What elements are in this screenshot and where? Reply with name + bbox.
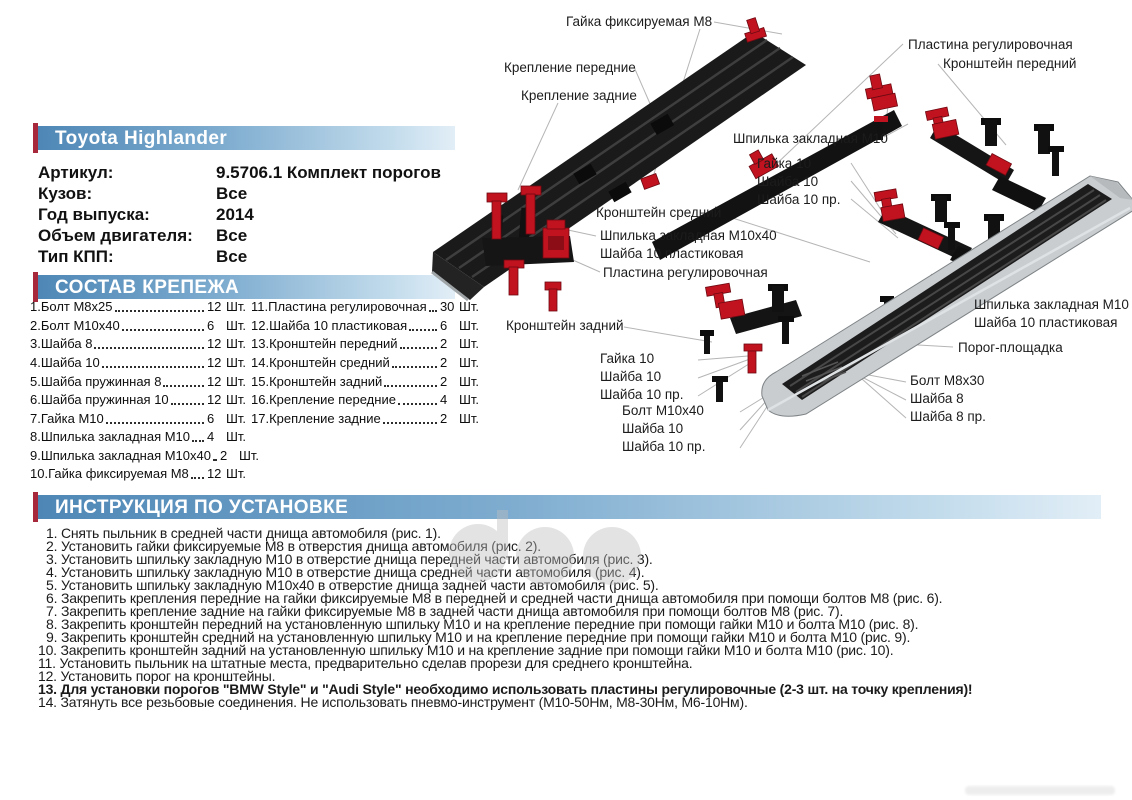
info-label: Артикул: [38,163,114,182]
info-value: Все [216,184,248,203]
part-unit: Шт. [225,429,246,445]
diagram-label-shpilka-zakladnaya-m10x40: Шпилька закладная М10х40 [600,228,777,243]
diagram-label-shpilka-zakladnaya-m10-right: Шпилька закладная М10 [974,297,1129,312]
info-value: Все [216,226,248,245]
instruction-step: 2. Установить гайки фиксируемые М8 в отверстия днища автомобиля (рис. 2). [46,538,541,554]
part-qty: 30 [439,299,455,315]
diagram-label-kreplenie-zadnie: Крепление задние [521,88,637,103]
instruction-step: 11. Установить пыльник на штатные места, предварительно сделав прорези для среднего кронштейна. [38,655,693,671]
instruction-step: 1. Снять пыльник в средней части днища автомобиля (рис. 1). [46,525,441,541]
part-qty: 12 [206,373,222,389]
part-name: 11.Пластина регулировочная [251,299,427,315]
diagram-label-plastina-regulirovochnaya-mid: Пластина регулировочная [603,265,768,280]
diagram-label-plastina-regulirovochnaya-top: Пластина регулировочная [908,37,1073,52]
part-unit: Шт. [225,392,246,408]
part-unit: Шт. [458,336,479,352]
part-unit: Шт. [458,410,479,426]
diagram-label-shajba-10-pr-c: Шайба 10 пр. [622,439,706,454]
part-qty: 2 [439,373,448,389]
part-unit: Шт. [225,466,246,482]
part-qty: 12 [206,466,222,482]
instruction-step: 5. Установить шпильку закладную М10х40 в отверстие днища задней части автомобиля (рис. 5). [46,577,659,593]
instruction-step: 14. Затянуть все резьбовые соединения. Не использовать пневмо-инструмент (М10-50Нм, М8-30Нм, М6-10Нм). [38,694,748,710]
instruction-step: 8. Закрепить кронштейн передний на установленную шпильку М10 и на крепление передние при помощи гайки М10 и болта М10 (рис. 8). [46,616,919,632]
part-name: 5.Шайба пружинная 8 [30,373,162,389]
part-name: 1.Болт М8х25 [30,299,113,315]
diagram-label-shajba-8: Шайба 8 [910,391,964,406]
hardware-section-title: СОСТАВ КРЕПЕЖА [55,277,240,298]
part-qty: 12 [206,354,222,370]
part-qty: 12 [206,392,222,408]
diagram-label-porog-ploshchadka: Порог-площадка [958,340,1063,355]
part-name: 2.Болт М10х40 [30,317,120,333]
part-qty: 2 [219,447,228,463]
diagram-label-shpilka-zakladnaya-m10-top: Шпилька закладная М10 [733,131,888,146]
diagram-label-bolt-m10x40: Болт М10х40 [622,403,704,418]
instruction-step: 10. Закрепить кронштейн задний на установленную шпильку М10 и на крепление задние при помощи гайки М10 и болта М10 (рис. 10). [38,642,894,658]
diagram-label-shajba-10-a: Шайба 10 [757,174,819,189]
part-name: 4.Шайба 10 [30,354,100,370]
diagram-label-gajka-fiksiruemaya-m8: Гайка фиксируемая М8 [566,14,713,29]
part-name: 10.Гайка фиксируемая М8 [30,466,189,482]
instructions-section-title: ИНСТРУКЦИЯ ПО УСТАНОВКЕ [55,497,349,518]
diagram-label-bolt-m8x30: Болт М8х30 [910,373,985,388]
instruction-step: 4. Установить шпильку закладную М10 в отверстие днища средней части автомобиля (рис. 4). [46,564,645,580]
product-title: Toyota Highlander [55,128,228,149]
instruction-step: 9. Закрепить кронштейн средний на установленную шпильку М10 и на крепление передние при помощи гайки М10 и болта М10 (рис. 9). [46,629,911,645]
part-unit: Шт. [458,373,479,389]
part-name: 15.Кронштейн задний [251,373,383,389]
diagram-label-shajba-10-plastikovaya-right: Шайба 10 пластиковая [974,315,1118,330]
part-name: 6.Шайба пружинная 10 [30,392,169,408]
diagram-label-shajba-10-plastikovaya: Шайба 10 пластиковая [600,246,744,261]
info-label: Кузов: [38,184,93,203]
part-qty: 12 [206,336,222,352]
instruction-step: 12. Установить порог на кронштейны. [38,668,276,684]
diagram-label-shajba-10-pr-b: Шайба 10 пр. [600,387,684,402]
part-qty: 6 [439,317,448,333]
part-unit: Шт. [225,354,246,370]
part-name: 17.Крепление задние [251,410,381,426]
part-qty: 12 [206,299,222,315]
part-name: 13.Кронштейн передний [251,336,398,352]
diagram-label-shajba-10-b: Шайба 10 [600,369,662,384]
part-name: 16.Крепление передние [251,392,396,408]
corner-watermark [965,786,1115,795]
part-unit: Шт. [225,317,246,333]
instruction-step: 13. Для установки порогов "BMW Style" и "Audi Style" необходимо использовать пластины регулировочные (2-3 шт. на точку крепления)! [38,681,973,697]
part-unit: Шт. [458,317,479,333]
part-qty: 4 [439,392,448,408]
part-unit: Шт. [458,354,479,370]
diagram-label-kronshtein-peredniy: Кронштейн передний [943,56,1077,71]
diagram-label-shajba-10-c: Шайба 10 [622,421,684,436]
part-unit: Шт. [225,336,246,352]
part-qty: 2 [439,336,448,352]
diagram-label-gajka-10-b: Гайка 10 [600,351,655,366]
part-qty: 2 [439,354,448,370]
part-qty: 4 [206,429,215,445]
diagram-label-shajba-10-pr-a: Шайба 10 пр. [757,192,841,207]
instruction-step: 7. Закрепить крепление задние на гайки фиксируемые М8 в задней части днища автомобиля при помощи болтов М8 (рис. 7). [46,603,844,619]
part-name: 9.Шпилька закладная М10х40 [30,447,211,463]
part-name: 14.Кронштейн средний [251,354,390,370]
info-label: Объем двигателя: [38,226,193,245]
info-value: Все [216,247,248,266]
diagram-label-kronshtein-zadniy: Кронштейн задний [506,318,624,333]
part-name: 3.Шайба 8 [30,336,93,352]
info-value: 9.5706.1 Комплект порогов [216,163,441,182]
info-label: Тип КПП: [38,247,114,266]
info-value: 2014 [216,205,254,224]
part-unit: Шт. [225,299,246,315]
part-unit: Шт. [238,447,260,463]
diagram-label-kreplenie-perednie: Крепление передние [504,60,636,75]
part-unit: Шт. [225,410,246,426]
part-unit: Шт. [225,373,246,389]
part-name: 12.Шайба 10 пластиковая [251,317,408,333]
part-unit: Шт. [458,392,479,408]
part-qty: 6 [206,410,215,426]
part-unit: Шт. [458,299,479,315]
diagram-label-shajba-8-pr: Шайба 8 пр. [910,409,986,424]
part-name: 7.Гайка М10 [30,410,104,426]
part-name: 8.Шпилька закладная М10 [30,429,191,445]
info-label: Год выпуска: [38,205,150,224]
instruction-step: 3. Установить шпильку закладную М10 в отверстие днища передней части автомобиля (рис. 3). [46,551,653,567]
instruction-step: 6. Закрепить крепления передние на гайки фиксируемые М8 в передней и средней части днища автомобиля при помощи болтов М8 (рис. 6). [46,590,943,606]
diagram-label-gajka-10-a: Гайка 10 [757,156,812,171]
part-qty: 6 [206,317,215,333]
diagram-label-kronshtein-sredniy: Кронштейн средний [596,205,722,220]
part-qty: 2 [439,410,448,426]
